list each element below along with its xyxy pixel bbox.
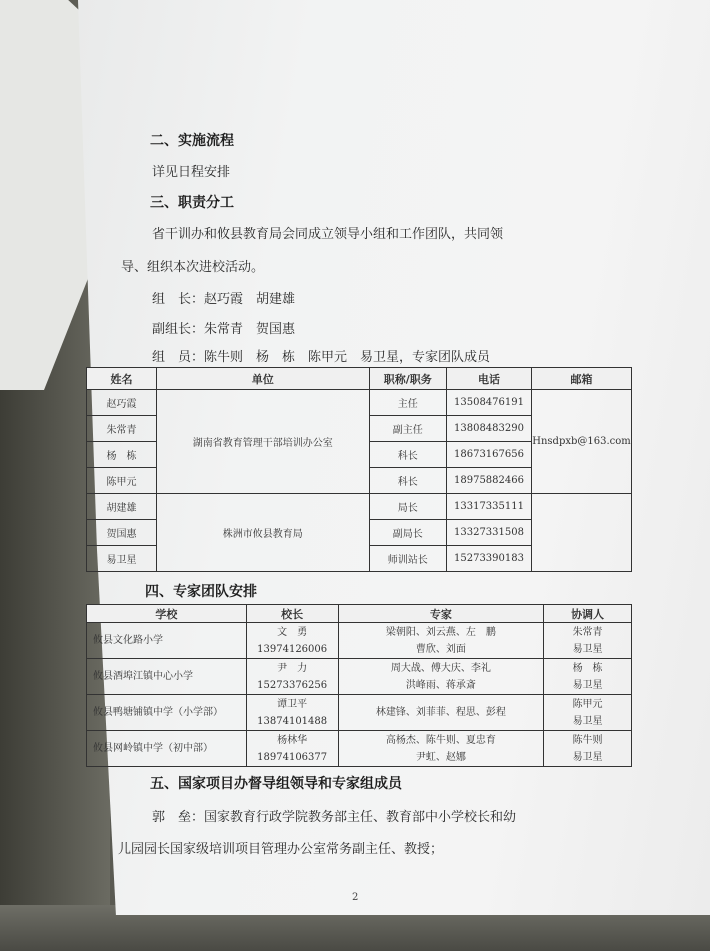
principal-name: 尹 力 bbox=[277, 662, 308, 674]
experts-line-1: 梁朝阳、刘云燕、左 鹏 bbox=[385, 626, 496, 638]
principal-name: 杨林华 bbox=[277, 734, 308, 746]
cell-phone: 13808483290 bbox=[446, 416, 531, 442]
cell-name: 贺国惠 bbox=[87, 520, 157, 546]
coordinator-2: 易卫星 bbox=[572, 679, 603, 691]
cell-phone: 18673167656 bbox=[446, 442, 531, 468]
leader-line: 组 长：赵巧霞 胡建雄 bbox=[152, 292, 296, 307]
col-header-email: 邮箱 bbox=[532, 368, 632, 390]
col-header-title: 职称/职务 bbox=[369, 368, 446, 390]
cell-coordinator bbox=[544, 731, 632, 767]
experts-line-2: 曹欣、刘面 bbox=[415, 643, 466, 655]
cell-title: 局长 bbox=[369, 494, 446, 520]
section-3-paragraph-line-1: 省干训办和攸县教育局会同成立领导小组和工作团队，共同领 bbox=[152, 227, 504, 242]
principal-phone: 18974106377 bbox=[257, 751, 328, 763]
col-header-school: 学校 bbox=[87, 605, 247, 623]
cell-experts bbox=[338, 695, 544, 731]
cell-name: 朱常青 bbox=[87, 416, 157, 442]
coordinator-2: 易卫星 bbox=[572, 751, 603, 763]
table-row bbox=[87, 731, 632, 767]
cell-school: 攸县网岭镇中学（初中部） bbox=[87, 731, 247, 767]
cell-name: 易卫星 bbox=[87, 546, 157, 572]
section-5-line-2: 儿园园长国家级培训项目管理办公室常务副主任、教授； bbox=[118, 842, 444, 857]
experts-line-2: 尹虹、赵娜 bbox=[415, 751, 466, 763]
col-header-coordinator: 协调人 bbox=[544, 605, 632, 623]
cell-experts bbox=[338, 659, 544, 695]
section-4-heading: 四、专家团队安排 bbox=[145, 584, 257, 600]
experts-line-1: 林建锋、刘菲菲、程思、彭程 bbox=[375, 707, 506, 718]
cell-title: 科长 bbox=[369, 442, 446, 468]
principal-name: 谭卫平 bbox=[277, 698, 308, 710]
principal-phone: 13974126006 bbox=[257, 643, 328, 655]
cell-name: 陈甲元 bbox=[87, 468, 157, 494]
cell-name: 胡建雄 bbox=[87, 494, 157, 520]
section-5-line-1: 郭 垒：国家教育行政学院教务部主任、教育部中小学校长和幼 bbox=[152, 810, 517, 825]
cell-title: 科长 bbox=[369, 468, 446, 494]
cell-email: Hnsdpxb@163.com bbox=[532, 390, 632, 494]
principal-name: 文 勇 bbox=[277, 626, 308, 638]
section-2-body: 详见日程安排 bbox=[152, 165, 231, 180]
cell-coordinator bbox=[544, 659, 632, 695]
cell-coordinator bbox=[544, 695, 632, 731]
table-row bbox=[87, 695, 632, 731]
cell-title: 副局长 bbox=[369, 520, 446, 546]
cell-coordinator bbox=[544, 623, 632, 659]
cell-phone: 13327331508 bbox=[446, 520, 531, 546]
col-header-unit: 单位 bbox=[156, 368, 369, 390]
cell-principal bbox=[246, 659, 338, 695]
cell-experts bbox=[338, 731, 544, 767]
col-header-experts: 专家 bbox=[338, 605, 544, 623]
staff-table bbox=[86, 367, 632, 572]
cell-principal bbox=[246, 731, 338, 767]
cell-name: 赵巧霞 bbox=[87, 390, 157, 416]
cell-school: 攸县文化路小学 bbox=[87, 623, 247, 659]
expert-table-header bbox=[87, 605, 632, 623]
principal-phone: 13874101488 bbox=[257, 715, 328, 727]
table-row bbox=[87, 494, 632, 520]
cell-title: 主任 bbox=[369, 390, 446, 416]
section-5-heading: 五、国家项目办督导组领导和专家组成员 bbox=[150, 776, 402, 792]
cell-phone: 15273390183 bbox=[446, 546, 531, 572]
table-row bbox=[87, 659, 632, 695]
cell-phone: 13508476191 bbox=[446, 390, 531, 416]
cell-title: 师训站长 bbox=[369, 546, 446, 572]
experts-line-2: 洪峰雨、蒋承斎 bbox=[405, 679, 476, 691]
cell-email-empty bbox=[532, 494, 632, 572]
coordinator-2: 易卫星 bbox=[572, 643, 603, 655]
cell-phone: 13317335111 bbox=[446, 494, 531, 520]
cell-name: 杨 栋 bbox=[87, 442, 157, 468]
cell-phone: 18975882466 bbox=[446, 468, 531, 494]
principal-phone: 15273376256 bbox=[257, 679, 328, 691]
coordinator-1: 杨 栋 bbox=[572, 662, 603, 674]
section-3-heading: 三、职责分工 bbox=[150, 195, 234, 211]
coordinator-1: 陈牛则 bbox=[572, 734, 603, 746]
coordinator-1: 朱常青 bbox=[572, 626, 603, 638]
experts-line-1: 周大战、傅大庆、李礼 bbox=[390, 662, 491, 674]
cell-school: 攸县酒埠江镇中心小学 bbox=[87, 659, 247, 695]
section-3-paragraph-line-2: 导、组织本次进校活动。 bbox=[121, 260, 265, 275]
cell-principal bbox=[246, 623, 338, 659]
table-row bbox=[87, 390, 632, 416]
col-header-principal: 校长 bbox=[246, 605, 338, 623]
cell-experts bbox=[338, 623, 544, 659]
vice-leader-line: 副组长：朱常青 贺国惠 bbox=[152, 322, 296, 337]
members-line: 组 员：陈牛则 杨 栋 陈甲元 易卫星，专家团队成员 bbox=[152, 350, 491, 365]
expert-table bbox=[86, 604, 632, 767]
cell-title: 副主任 bbox=[369, 416, 446, 442]
coordinator-2: 易卫星 bbox=[572, 715, 603, 727]
coordinator-1: 陈甲元 bbox=[572, 698, 603, 710]
cell-unit: 株洲市攸县教育局 bbox=[156, 494, 369, 572]
cell-principal bbox=[246, 695, 338, 731]
section-2-heading: 二、实施流程 bbox=[150, 133, 234, 149]
staff-table-header bbox=[87, 368, 632, 390]
experts-line-1: 高杨杰、陈牛则、夏忠育 bbox=[385, 734, 496, 746]
cell-school: 攸县鸭塘铺镇中学（小学部） bbox=[87, 695, 247, 731]
col-header-phone: 电话 bbox=[446, 368, 531, 390]
col-header-name: 姓名 bbox=[87, 368, 157, 390]
cell-unit: 湖南省教育管理干部培训办公室 bbox=[156, 390, 369, 494]
page-number: 2 bbox=[352, 892, 359, 903]
table-row bbox=[87, 623, 632, 659]
